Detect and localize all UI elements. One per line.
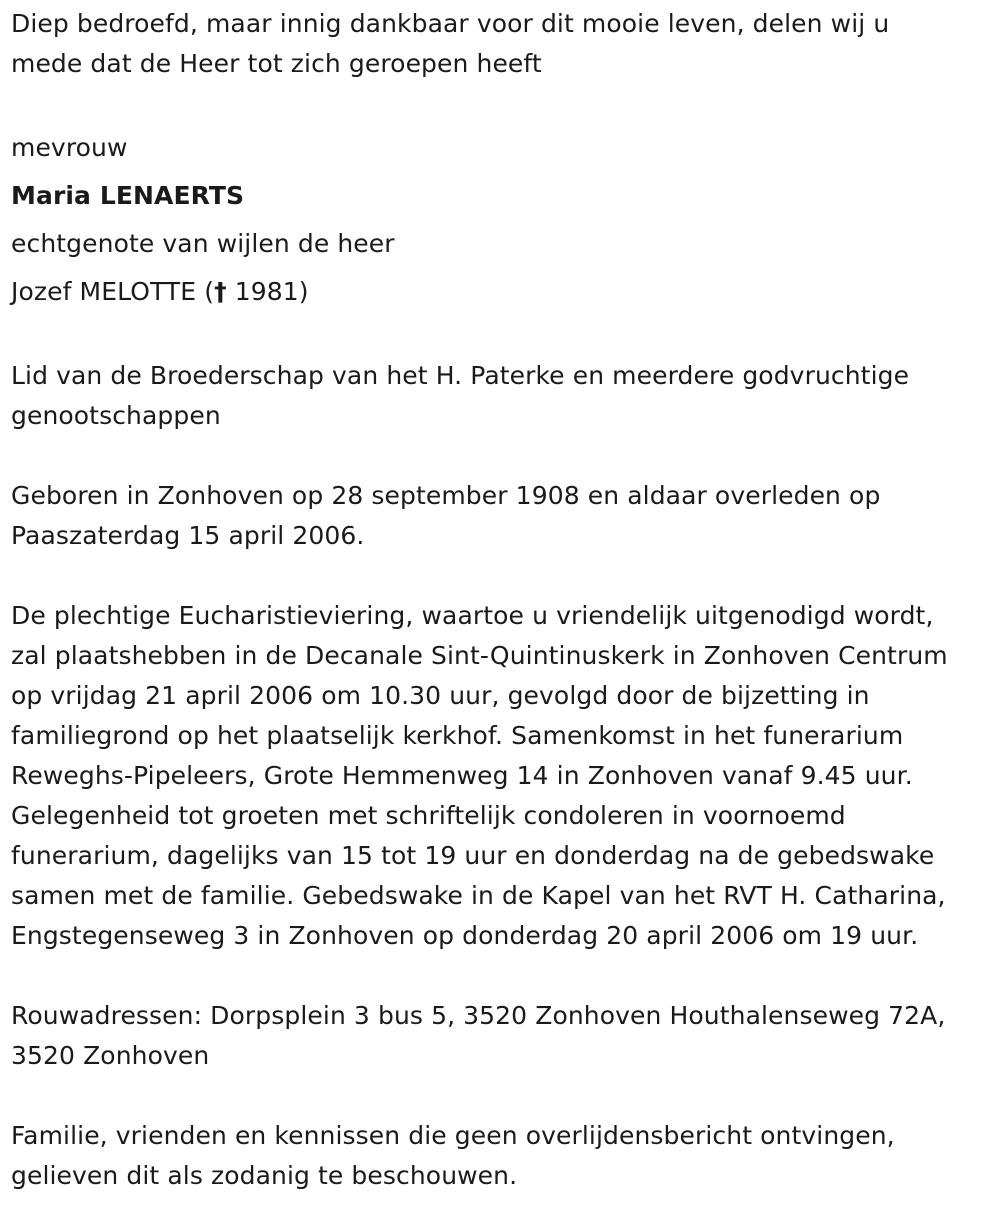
- ceremony-line: Reweghs-Pipeleers, Grote Hemmenweg 14 in Zonhoven vanaf 9.45 uur.: [11, 761, 913, 790]
- ceremony-line: zal plaatshebben in de Decanale Sint-Quintinuskerk in Zonhoven Centrum: [11, 641, 948, 670]
- spacer: [11, 956, 996, 996]
- honorific: mevrouw: [11, 133, 128, 162]
- cross-icon: †: [214, 277, 227, 306]
- dates-line: Geboren in Zonhoven op 28 september 1908 en aldaar overleden op: [11, 481, 881, 510]
- dates-line: Paaszaterdag 15 april 2006.: [11, 521, 365, 550]
- deceased-name: Maria LENAERTS: [11, 181, 245, 210]
- addresses-line: 3520 Zonhoven: [11, 1041, 210, 1070]
- deceased-block: [11, 124, 996, 316]
- ceremony-paragraph: [11, 596, 996, 956]
- closing-paragraph: [11, 1116, 996, 1196]
- spacer: [11, 84, 996, 124]
- ceremony-line: funerarium, dagelijks van 15 tot 19 uur en donderdag na de gebedswake: [11, 841, 935, 870]
- obituary-notice: [11, 4, 996, 1196]
- closing-line: Familie, vrienden en kennissen die geen overlijdensbericht ontvingen,: [11, 1121, 895, 1150]
- ceremony-line: Engstegenseweg 3 in Zonhoven op donderdag 20 april 2006 om 19 uur.: [11, 921, 919, 950]
- relation-text: echtgenote van wijlen de heer: [11, 229, 395, 258]
- spouse-line: [11, 268, 996, 316]
- dates-paragraph: [11, 476, 996, 556]
- spouse-name: Jozef MELOTTE (: [11, 277, 215, 306]
- ceremony-line: op vrijdag 21 april 2006 om 10.30 uur, gevolgd door de bijzetting in: [11, 681, 870, 710]
- intro-paragraph: [11, 4, 996, 84]
- intro-line: Diep bedroefd, maar innig dankbaar voor dit mooie leven, delen wij u: [11, 9, 890, 38]
- ceremony-line: Gelegenheid tot groeten met schriftelijk condoleren in voornoemd: [11, 801, 846, 830]
- spouse-year: 1981): [226, 277, 309, 306]
- ceremony-line: De plechtige Eucharistieviering, waartoe u vriendelijk uitgenodigd wordt,: [11, 601, 934, 630]
- spacer: [11, 316, 996, 356]
- intro-line: mede dat de Heer tot zich geroepen heeft: [11, 49, 542, 78]
- spacer: [11, 436, 996, 476]
- ceremony-line: familiegrond op het plaatselijk kerkhof. Samenkomst in het funerarium: [11, 721, 904, 750]
- membership-line: Lid van de Broederschap van het H. Paterke en meerdere godvruchtige: [11, 361, 910, 390]
- spacer: [11, 556, 996, 596]
- addresses-line: Rouwadressen: Dorpsplein 3 bus 5, 3520 Zonhoven Houthalenseweg 72A,: [11, 1001, 946, 1030]
- closing-line: gelieven dit als zodanig te beschouwen.: [11, 1161, 518, 1190]
- membership-line: genootschappen: [11, 401, 221, 430]
- spacer: [11, 1076, 996, 1116]
- membership-paragraph: [11, 356, 996, 436]
- ceremony-line: samen met de familie. Gebedswake in de Kapel van het RVT H. Catharina,: [11, 881, 946, 910]
- addresses-paragraph: [11, 996, 996, 1076]
